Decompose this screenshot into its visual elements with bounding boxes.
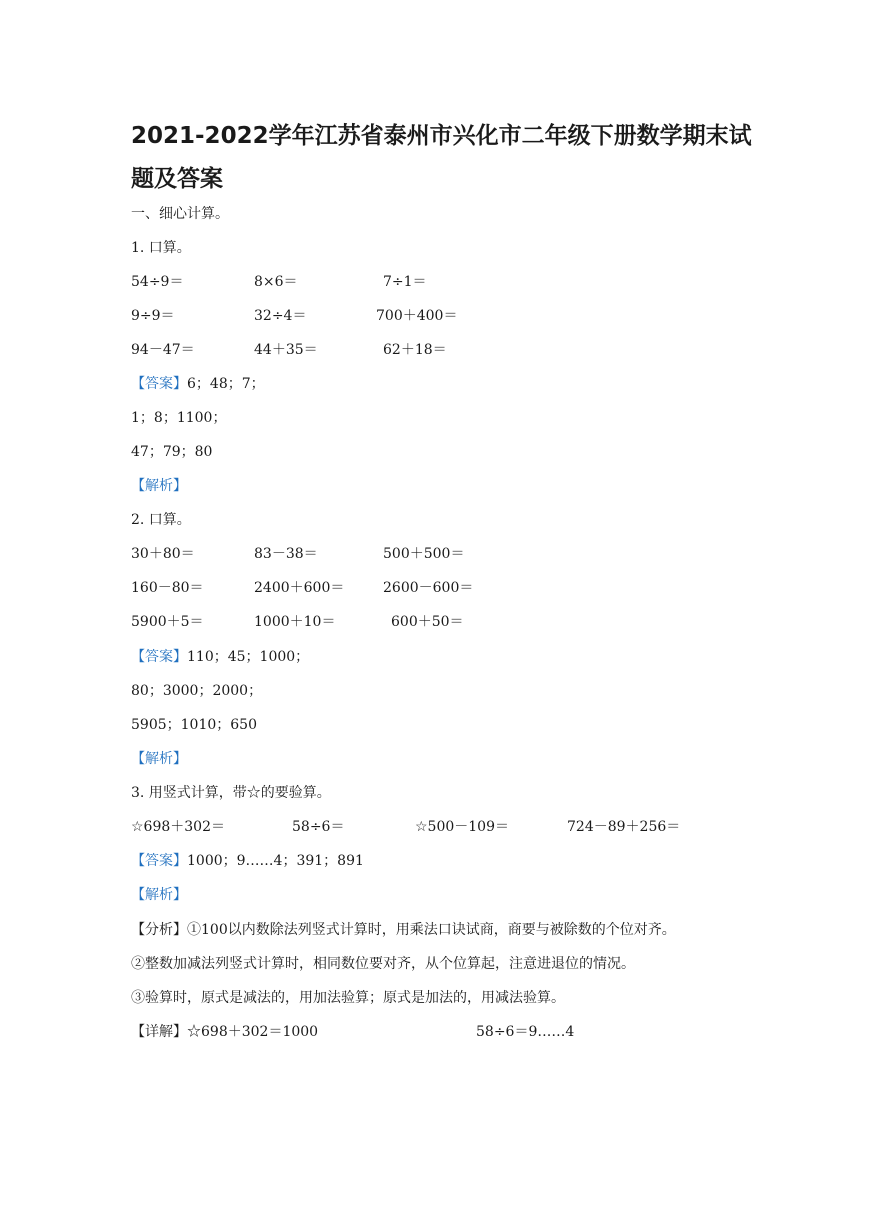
q2-analysis-tag: 【解析】: [131, 751, 187, 767]
q3-answer-line: [131, 852, 364, 870]
q3-xiangjie-line: [131, 1023, 318, 1041]
q1-row-1-item-3: 7÷1＝: [383, 274, 427, 290]
q3-item-4: 724－89＋256＝: [567, 819, 681, 835]
q3-analysis-tag: 【解析】: [131, 887, 187, 903]
q1-answer-line-1: [131, 375, 265, 393]
q2-answer-line-2: 80；3000；2000；: [131, 683, 263, 699]
answer-tag: 【答案】: [131, 649, 187, 665]
q2-row-1-item-3: 500＋500＝: [383, 546, 465, 562]
q1-row-1-item-1: 54÷9＝: [131, 274, 184, 290]
q1-answer-line-2: 1；8；1100；: [131, 410, 227, 426]
answer-tag: 【答案】: [131, 376, 187, 392]
document-title-line-2: 题及答案: [131, 166, 223, 192]
question-1-heading: 1. 口算。: [131, 240, 191, 256]
section-heading: 一、细心计算。: [131, 206, 229, 222]
q2-row-2-item-1: 160－80＝: [131, 580, 204, 596]
q3-fenxi-line: [131, 921, 676, 939]
q2-row-1-item-1: 30＋80＝: [131, 546, 195, 562]
q2-row-2-item-2: 2400＋600＝: [254, 580, 345, 596]
question-2-heading: 2. 口算。: [131, 512, 191, 528]
q1-row-2-item-1: 9÷9＝: [131, 308, 175, 324]
q2-answer-line-1: [131, 648, 309, 666]
q2-row-2-item-3: 2600－600＝: [383, 580, 474, 596]
answer-tag: 【答案】: [131, 853, 187, 869]
q2-answer-line-3: 5905；1010；650: [131, 717, 257, 733]
q3-point-3: ③验算时，原式是减法的，用加法验算；原式是加法的，用减法验算。: [131, 990, 565, 1006]
xiangjie-text: ☆698＋302＝1000: [187, 1024, 319, 1040]
q1-row-3-item-1: 94－47＝: [131, 342, 195, 358]
answer-text: 110；45；1000；: [187, 649, 310, 665]
q1-row-2-item-3: 700＋400＝: [376, 308, 458, 324]
q3-point-2: ②整数加减法列竖式计算时，相同数位要对齐，从个位算起，注意进退位的情况。: [131, 956, 635, 972]
question-3-heading: 3. 用竖式计算，带☆的要验算。: [131, 785, 331, 801]
fenxi-text: ①100以内数除法列竖式计算时，用乘法口诀试商，商要与被除数的个位对齐。: [187, 922, 676, 938]
xiangjie-tag: 【详解】: [131, 1024, 187, 1040]
q1-analysis-tag: 【解析】: [131, 478, 187, 494]
q1-row-3-item-3: 62＋18＝: [383, 342, 447, 358]
answer-text: 1000；9……4；391；891: [187, 853, 364, 869]
q3-xiangjie-right: 58÷6＝9……4: [476, 1024, 575, 1040]
q2-row-1-item-2: 83－38＝: [254, 546, 318, 562]
answer-text: 6；48；7；: [187, 376, 265, 392]
document-title-line-1: 2021-2022学年江苏省泰州市兴化市二年级下册数学期末试: [131, 123, 752, 149]
q3-item-1: ☆698＋302＝: [131, 819, 225, 835]
q2-row-3-item-2: 1000＋10＝: [254, 614, 336, 630]
q2-row-3-item-3: 600＋50＝: [391, 614, 464, 630]
q2-row-3-item-1: 5900＋5＝: [131, 614, 204, 630]
q3-item-2: 58÷6＝: [292, 819, 345, 835]
q1-row-3-item-2: 44＋35＝: [254, 342, 318, 358]
q3-item-3: ☆500－109＝: [415, 819, 509, 835]
q1-answer-line-3: 47；79；80: [131, 444, 213, 460]
fenxi-tag: 【分析】: [131, 922, 187, 938]
q1-row-2-item-2: 32÷4＝: [254, 308, 307, 324]
q1-row-1-item-2: 8×6＝: [254, 274, 298, 290]
